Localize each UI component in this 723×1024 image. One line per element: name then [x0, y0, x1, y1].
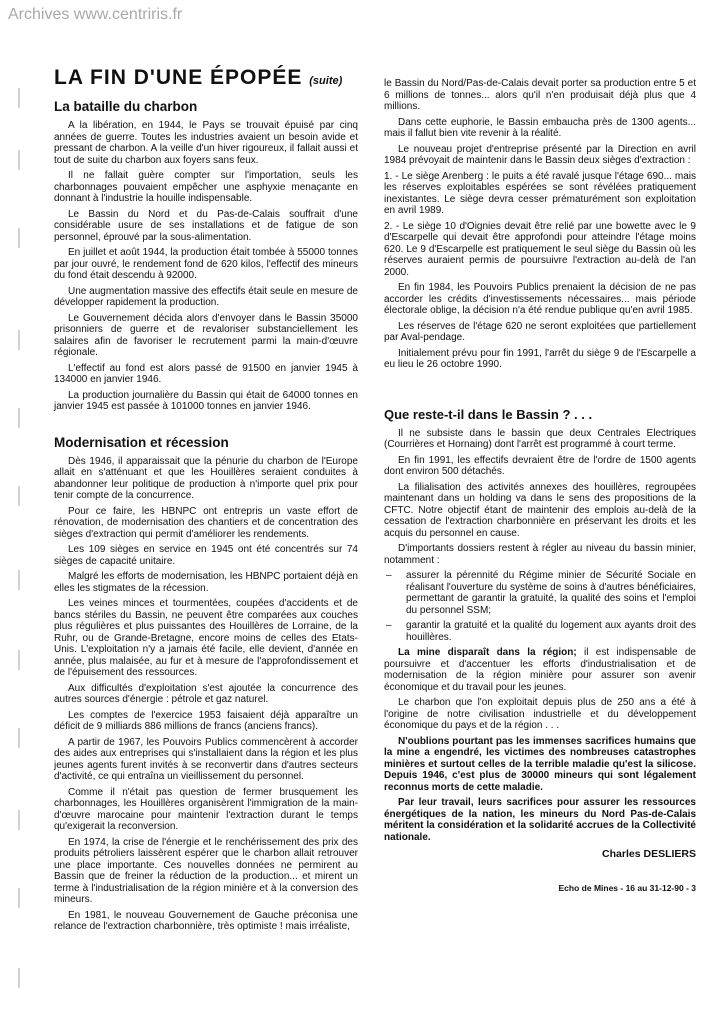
- paragraph: Pour ce faire, les HBNPC ont entrepris un vaste effort de rénovation, de modernisation des chantiers et de concentration des sièges d'extraction qui permit d'améliorer les rendements.: [54, 505, 358, 540]
- paragraph: Les veines minces et tourmentées, coupées d'accidents et de bancs stériles du Bassin, ne peuvent être comparées aux couches plus régulières et plus puissantes des Houillères de Lorraine, de la Ruhr, ou de Grande-Bretagne, encore moins de celles des Etats-Unis. L'exploitation n'y a jamais été facile, elle devient, d'année en année, plus malaisée, au fur et à mesure de l'approfondissement et de l'épuisement des ressources.: [54, 598, 358, 678]
- paragraph: D'importants dossiers restent à régler au niveau du bassin minier, notamment :: [384, 543, 696, 566]
- dossier-list: [384, 570, 696, 643]
- bold-lead: La mine disparaît dans la région;: [398, 647, 577, 658]
- paragraph: Aux difficultés d'exploitation s'est ajoutée la concurrence des autres sources d'énergie : pétrole et gaz naturel.: [54, 682, 358, 705]
- section-heading-bataille: La bataille du charbon: [54, 99, 198, 114]
- page-title: [54, 66, 358, 93]
- site-item-arenberg: 1. - Le siège Arenberg : le puits a été ravalé jusque l'étage 690... mais les réserves exploitables espérées se sont révélées pratiquement inexistantes. Le siège devra cesser prématurément son exploitation en avril 1989.: [384, 170, 696, 216]
- author-signature: Charles DESLIERS: [602, 848, 696, 860]
- paragraph: En 1981, le nouveau Gouvernement de Gauche préconisa une relance de l'extraction charbonnière, très optimiste ! mais irréaliste,: [54, 909, 358, 932]
- paragraph: Les 109 sièges en service en 1945 ont été concentrés sur 74 sièges de capacité unitaire.: [54, 544, 358, 567]
- paragraph: Dès 1946, il apparaissait que la pénurie du charbon de l'Europe allait en s'atténuant et que les Houillères seraient conduites à abandonner leur politique de production à n'importe quel prix pour tenir compte de la concurrence.: [54, 455, 358, 501]
- paragraph: Malgré les efforts de modernisation, les HBNPC portaient déjà en elles les stigmates de la récession.: [54, 571, 358, 594]
- paragraph: Les réserves de l'étage 620 ne seront exploitées que partiellement par Aval-pendage.: [384, 320, 696, 343]
- paragraph: Une augmentation massive des effectifs était seule en mesure de développer rapidement la production.: [54, 285, 358, 308]
- paragraph: En 1974, la crise de l'énergie et le renchérissement des prix des produits pétroliers laissèrent espérer que le charbon allait retrouver une place importante. Ces nouvelles données ne permirent au Bassin que de freiner la réduction de la production... et mirent un terme à l'industrialisation de la région minière et à la conversion des mineurs.: [54, 836, 358, 905]
- list-item: – assurer la pérennité du Régime minier de Sécurité Sociale en réalisant l'ouverture du système de soins à d'autres bénéficiaires, permettant de garantir la gratuité, la qualité des soins et l'emploi du personnel SSM;: [384, 570, 696, 616]
- paragraph: La filialisation des activités annexes des houillères, regroupées maintenant dans un holding va dans le sens des propositions de la CFTC. Notre objectif étant de maintenir des emplois au-delà de la cessation de l'extraction charbonnière en préservant les droits et les acquis du personnel en cause.: [384, 481, 696, 539]
- paragraph: L'effectif au fond est alors passé de 91500 en janvier 1945 à 134000 en janvier 1946.: [54, 362, 358, 385]
- paragraph: A partir de 1967, les Pouvoirs Publics commencèrent à accorder des aides aux entreprises qui s'installaient dans la région et les plus jeunes agents furent invités à se reconvertir dans d'autres secteurs d'activité, ce qui entraîna un vieillissement du personnel.: [54, 736, 358, 782]
- paragraph-bold: Par leur travail, leurs sacrifices pour assurer les ressources énergétiques de la nation, les mineurs du Nord Pas-de-Calais méritent la considération et la solidarité accrues de la Collectivité nationale.: [384, 797, 696, 843]
- title-main: LA FIN D'UNE ÉPOPÉE: [54, 66, 303, 89]
- page-footer: Echo de Mines - 16 au 31-12-90 - 3: [558, 882, 696, 893]
- paragraph: En fin 1984, les Pouvoirs Publics prenaient la décision de ne pas accorder les crédits d'investissements nécessaires... mais période électorale oblige, la décision n'a été rendue publique qu'en avril 1985.: [384, 282, 696, 316]
- paragraph: En fin 1991, les effectifs devraient être de l'ordre de 1500 agents dont environ 500 détachés.: [384, 454, 696, 477]
- paragraph: le Bassin du Nord/Pas-de-Calais devait porter sa production entre 5 et 6 millions de tonnes... alors qu'il n'en produisait déjà plus que 4 millions.: [384, 78, 696, 112]
- paragraph: Comme il n'était pas question de fermer brusquement les charbonnages, les Houillères organisèrent l'immigration de la main-d'œuvre marocaine pour maintenir l'extraction durant le temps qu'exigerait la reconversion.: [54, 786, 358, 832]
- paragraph: [384, 647, 696, 693]
- paragraph: A la libération, en 1944, le Pays se trouvait épuisé par cinq années de guerre. Toutes les industries avaient un besoin avide et pressant de charbon. A la veille d'un hiver rigoureux, il fallait aussi et tout de suite du charbon aux foyers sans feux.: [54, 120, 358, 166]
- watermark: Archives www.centriris.fr: [8, 6, 183, 23]
- paragraph: Le Gouvernement décida alors d'envoyer dans le Bassin 35000 prisonniers de guerre et de revaloriser substanciellement les salaires afin de favoriser le recrutement parmi la main-d'œuvre régionale.: [54, 312, 358, 358]
- paragraph: Le Bassin du Nord et du Pas-de-Calais souffrait d'une considérable usure de ses installations et de fatigue de son personnel, éprouvé par la sous-alimentation.: [54, 208, 358, 243]
- paragraph: Il ne fallait guère compter sur l'importation, seuls les charbonnages pouvaient empêcher une asphyxie menaçante en donnant à l'industrie la houille indispensable.: [54, 170, 358, 204]
- section-heading-que-reste: Que reste-t-il dans le Bassin ? . . .: [384, 406, 593, 422]
- section-heading-modernisation: Modernisation et récession: [54, 434, 229, 450]
- title-suffix: (suite): [309, 75, 343, 87]
- paragraph: En juillet et août 1944, la production était tombée à 55000 tonnes par jour ouvré, le rendement fond de 620 kilos, l'effectif des mineurs du fond était descendu à 92000.: [54, 247, 358, 281]
- paragraph: La production journalière du Bassin qui était de 64000 tonnes en janvier 1945 est passée à 101000 tonnes en janvier 1946.: [54, 389, 358, 412]
- paragraph: Initialement prévu pour fin 1991, l'arrêt du siège 9 de l'Escarpelle a eu lieu le 26 octobre 1990.: [384, 347, 696, 370]
- right-column: [384, 78, 696, 894]
- paragraph: Il ne subsiste dans le bassin que deux Centrales Electriques (Courrières et Hornaing) dont l'arrêt est programmé à court terme.: [384, 427, 696, 450]
- paragraph: Le charbon que l'on exploitait depuis plus de 250 ans a été à l'origine de notre civilisation industrielle et du développement économique du pays et de la région . . .: [384, 697, 696, 731]
- site-item-oignies: 2. - Le siège 10 d'Oignies devait être relié par une bowette avec le 9 d'Escarpelle qui devait être approfondi pour atteindre l'étage moins 620. Le 9 d'Escarpelle est pratiquement le seul siège du Bassin où les réserves auraient permis de poursuivre l'extraction au-delà de l'an 2000.: [384, 220, 696, 278]
- left-column: [54, 66, 358, 937]
- paragraph: Les comptes de l'exercice 1953 faisaient déjà apparaître un déficit de 9 milliards 886 millions de francs (anciens francs).: [54, 709, 358, 732]
- paragraph: Dans cette euphorie, le Bassin embaucha près de 1300 agents... mais il fallut bien vite revenir à la réalité.: [384, 116, 696, 139]
- paragraph: Le nouveau projet d'entreprise présenté par la Direction en avril 1984 prévoyait de maintenir dans le Bassin deux sièges d'extraction :: [384, 143, 696, 166]
- paragraph-rest: il est indispensable de poursuivre et d'accentuer les efforts d'industrialisation et de modernisation de la région minière pour assurer son avenir économique et du travail pour les jeunes.: [384, 647, 696, 693]
- list-item: – garantir la gratuité et la qualité du logement aux ayants droit des houillères.: [384, 620, 696, 643]
- paragraph-bold: N'oublions pourtant pas les immenses sacrifices humains que la mine a engendré, les victimes des nombreuses catastrophes minières et surtout celles de la terrible maladie qu'est la silicose. Depuis 1946, c'est plus de 30000 mineurs qui sont légalement reconnus morts de cette maladie.: [384, 735, 696, 793]
